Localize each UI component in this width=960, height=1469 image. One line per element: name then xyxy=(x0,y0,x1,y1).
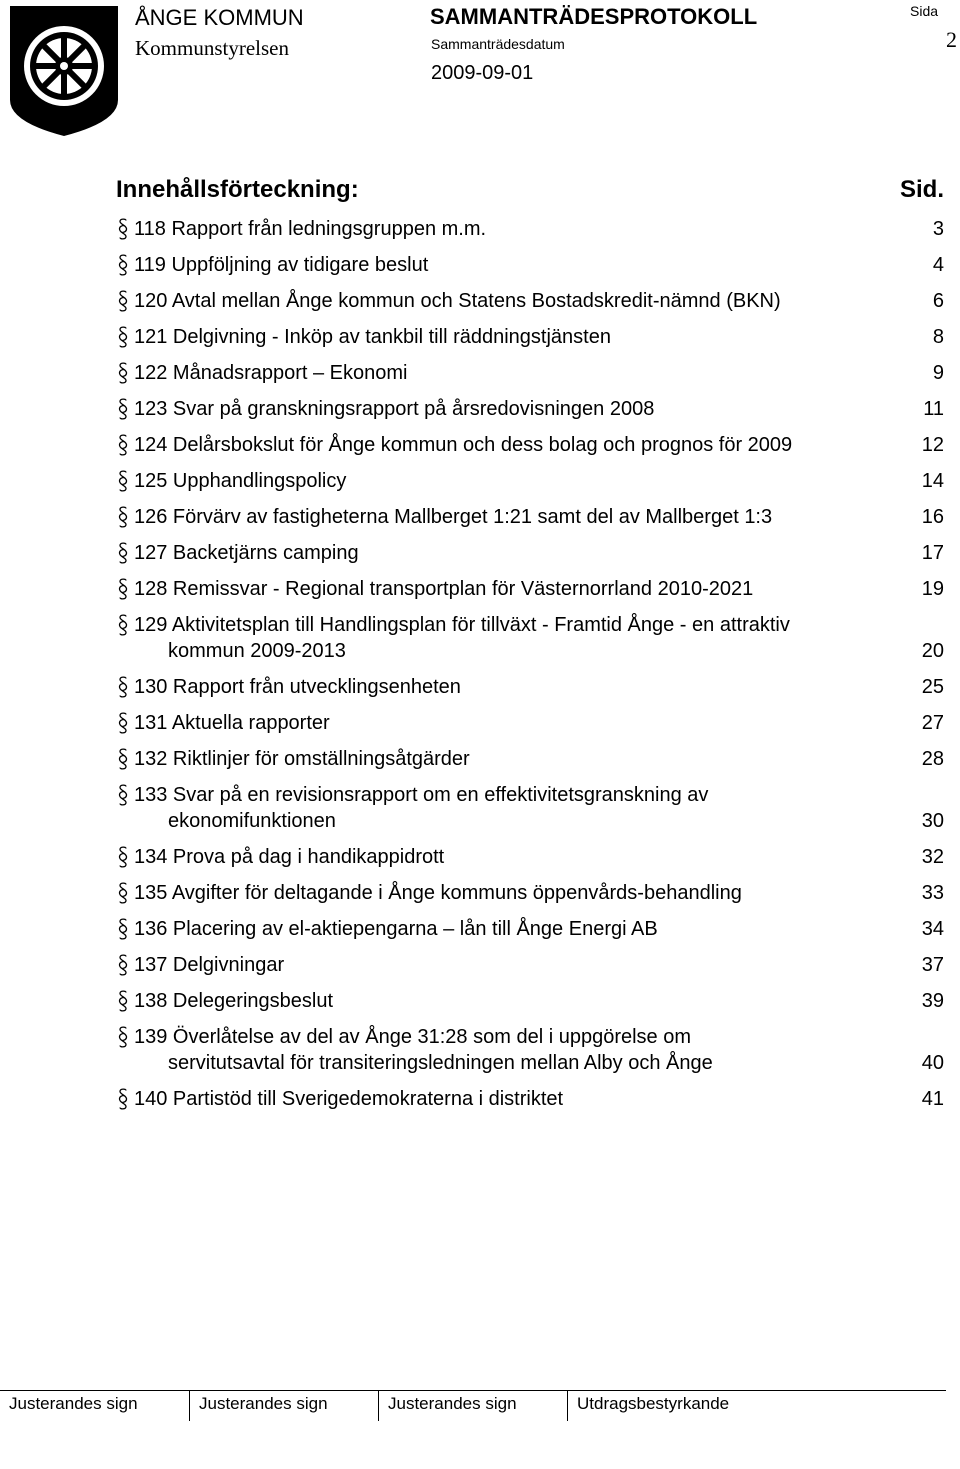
toc-item xyxy=(116,468,944,494)
section-sign-icon xyxy=(116,1024,130,1050)
toc-item-page: 27 xyxy=(921,712,944,734)
toc-item-title-text: 120 Avtal mellan Ånge kommun och Statens Bostadskredit-nämnd (BKN) xyxy=(134,290,781,312)
toc-item-title xyxy=(134,1024,944,1076)
toc-item-page: 20 xyxy=(921,640,944,662)
toc-item-page: 37 xyxy=(921,954,944,976)
toc-item-page: 11 xyxy=(923,398,944,420)
section-sign-icon xyxy=(116,360,130,386)
toc-item xyxy=(116,396,944,422)
page-label: Sida xyxy=(910,3,939,19)
footer-cell: Justerandes sign xyxy=(378,1391,568,1421)
toc-item-title xyxy=(134,432,884,458)
toc-item-page: 33 xyxy=(921,882,944,904)
section-sign-icon xyxy=(116,216,130,242)
section-sign-icon xyxy=(116,952,130,978)
toc-item-title-text: 139 Överlåtelse av del av Ånge 31:28 som del i uppgörelse om xyxy=(134,1026,692,1048)
toc-item xyxy=(116,988,944,1014)
toc-item-page: 14 xyxy=(921,470,944,492)
toc-item xyxy=(116,576,944,602)
section-sign-icon xyxy=(116,396,130,422)
toc-item-title-text: 121 Delgivning - Inköp av tankbil till räddningstjänsten xyxy=(134,326,611,348)
section-sign-icon xyxy=(116,612,130,638)
section-sign-icon xyxy=(116,674,130,700)
toc-item-title xyxy=(134,324,884,350)
toc-item xyxy=(116,674,944,700)
toc-item-page: 4 xyxy=(932,254,944,276)
toc-item xyxy=(116,540,944,566)
page-number: 2 xyxy=(946,27,957,52)
toc-item-page: 30 xyxy=(921,810,944,832)
toc-item-title-text: 122 Månadsrapport – Ekonomi xyxy=(134,362,408,384)
toc-item-title xyxy=(134,782,944,834)
section-sign-icon xyxy=(116,468,130,494)
signature-footer xyxy=(0,1391,946,1421)
toc-item-title xyxy=(134,468,884,494)
toc-item-title xyxy=(134,880,884,906)
section-sign-icon xyxy=(116,916,130,942)
toc-item-title xyxy=(134,988,884,1014)
section-sign-icon xyxy=(116,1086,130,1112)
section-sign-icon xyxy=(116,324,130,350)
toc-item xyxy=(116,782,944,834)
toc-heading: Innehållsförteckning: xyxy=(116,176,359,203)
section-sign-icon xyxy=(116,432,130,458)
toc-item-title-continued: ekonomifunktionen xyxy=(168,810,336,832)
toc-item-title xyxy=(134,746,884,772)
toc-item-page: 34 xyxy=(921,918,944,940)
toc-item-title xyxy=(134,540,884,566)
table-of-contents xyxy=(116,216,944,1122)
toc-item xyxy=(116,916,944,942)
toc-item-title-text: 138 Delegeringsbeslut xyxy=(134,990,334,1012)
toc-item xyxy=(116,1024,944,1076)
section-sign-icon xyxy=(116,710,130,736)
toc-item-page: 40 xyxy=(921,1052,944,1074)
toc-item-title xyxy=(134,916,884,942)
toc-item xyxy=(116,710,944,736)
toc-item-title xyxy=(134,952,884,978)
toc-item-title xyxy=(134,504,884,530)
toc-item xyxy=(116,844,944,870)
toc-item-title-text: 123 Svar på granskningsrapport på årsredovisningen 2008 xyxy=(134,398,655,420)
section-sign-icon xyxy=(116,844,130,870)
organization-department: Kommunstyrelsen xyxy=(135,36,289,60)
toc-item-title-text: 126 Förvärv av fastigheterna Mallberget 1:21 samt del av Mallberget 1:3 xyxy=(134,506,773,528)
toc-item-page: 39 xyxy=(921,990,944,1012)
toc-item-title xyxy=(134,396,884,422)
toc-item-title-text: 118 Rapport från ledningsgruppen m.m. xyxy=(134,218,487,240)
toc-item xyxy=(116,880,944,906)
toc-item-page: 25 xyxy=(921,676,944,698)
toc-item xyxy=(116,288,944,314)
toc-item-title-text: 125 Upphandlingspolicy xyxy=(134,470,347,492)
toc-item xyxy=(116,216,944,242)
toc-item-title-text: 127 Backetjärns camping xyxy=(134,542,359,564)
toc-item-title-text: 129 Aktivitetsplan till Handlingsplan för tillväxt - Framtid Ånge - en attraktiv xyxy=(134,614,790,636)
section-sign-icon xyxy=(116,782,130,808)
toc-item xyxy=(116,612,944,664)
section-sign-icon xyxy=(116,252,130,278)
document-title: SAMMANTRÄDESPROTOKOLL xyxy=(430,4,758,29)
toc-item-page: 9 xyxy=(932,362,944,384)
toc-item-title-text: 136 Placering av el-aktiepengarna – lån till Ånge Energi AB xyxy=(134,918,658,940)
toc-item-title xyxy=(134,216,884,242)
toc-item-title-text: 124 Delårsbokslut för Ånge kommun och dess bolag och prognos för 2009 xyxy=(134,434,793,456)
toc-item-title-text: 133 Svar på en revisionsrapport om en effektivitetsgranskning av xyxy=(134,784,709,806)
toc-item-title-text: 130 Rapport från utvecklingsenheten xyxy=(134,676,461,698)
toc-item-page: 28 xyxy=(921,748,944,770)
toc-item-title-continued: servitutsavtal för transiteringsledningen mellan Alby och Ånge xyxy=(168,1052,713,1074)
toc-item-title xyxy=(134,288,884,314)
toc-item-title-text: 132 Riktlinjer för omställningsåtgärder xyxy=(134,748,470,770)
toc-item xyxy=(116,746,944,772)
section-sign-icon xyxy=(116,988,130,1014)
toc-item-title xyxy=(134,710,884,736)
toc-item xyxy=(116,432,944,458)
footer-cell: Justerandes sign xyxy=(9,1394,138,1413)
section-sign-icon xyxy=(116,504,130,530)
section-sign-icon xyxy=(116,880,130,906)
section-sign-icon xyxy=(116,576,130,602)
toc-item-title-text: 140 Partistöd till Sverigedemokraterna i distriktet xyxy=(134,1088,564,1110)
toc-item-title xyxy=(134,674,884,700)
meeting-date-label: Sammanträdesdatum xyxy=(431,36,565,52)
section-sign-icon xyxy=(116,540,130,566)
toc-item-title xyxy=(134,576,884,602)
toc-item-page: 8 xyxy=(932,326,944,348)
toc-item-title xyxy=(134,360,884,386)
footer-cell: Justerandes sign xyxy=(189,1391,379,1421)
section-sign-icon xyxy=(116,746,130,772)
municipal-crest-logo-icon xyxy=(8,4,120,138)
toc-item-title xyxy=(134,252,884,278)
toc-item-title-text: 135 Avgifter för deltagande i Ånge kommuns öppenvårds-behandling xyxy=(134,882,742,904)
toc-item-page: 12 xyxy=(921,434,944,456)
section-sign-icon xyxy=(116,288,130,314)
toc-item-title-text: 131 Aktuella rapporter xyxy=(134,712,330,734)
toc-item-page: 17 xyxy=(921,542,944,564)
toc-page-column-label: Sid. xyxy=(899,176,944,203)
toc-item xyxy=(116,252,944,278)
toc-item-title xyxy=(134,612,944,664)
footer-cell: Utdragsbestyrkande xyxy=(567,1391,947,1421)
toc-item xyxy=(116,360,944,386)
organization-name: ÅNGE KOMMUN xyxy=(135,5,304,30)
toc-item xyxy=(116,324,944,350)
toc-item xyxy=(116,504,944,530)
toc-item-page: 41 xyxy=(921,1088,944,1110)
toc-item-page: 32 xyxy=(921,846,944,868)
toc-item xyxy=(116,1086,944,1112)
toc-item-title-text: 119 Uppföljning av tidigare beslut xyxy=(134,254,429,276)
toc-item-page: 19 xyxy=(921,578,944,600)
toc-item-page: 16 xyxy=(921,506,944,528)
toc-item-title-text: 137 Delgivningar xyxy=(134,954,285,976)
toc-item-title-text: 134 Prova på dag i handikappidrott xyxy=(134,846,445,868)
toc-item-title xyxy=(134,1086,884,1112)
toc-item xyxy=(116,952,944,978)
toc-item-page: 6 xyxy=(932,290,944,312)
toc-item-page: 3 xyxy=(932,218,944,240)
toc-item-title-text: 128 Remissvar - Regional transportplan för Västernorrland 2010-2021 xyxy=(134,578,754,600)
toc-item-title xyxy=(134,844,884,870)
toc-item-title-continued: kommun 2009-2013 xyxy=(168,640,346,662)
meeting-date-value: 2009-09-01 xyxy=(431,62,534,84)
